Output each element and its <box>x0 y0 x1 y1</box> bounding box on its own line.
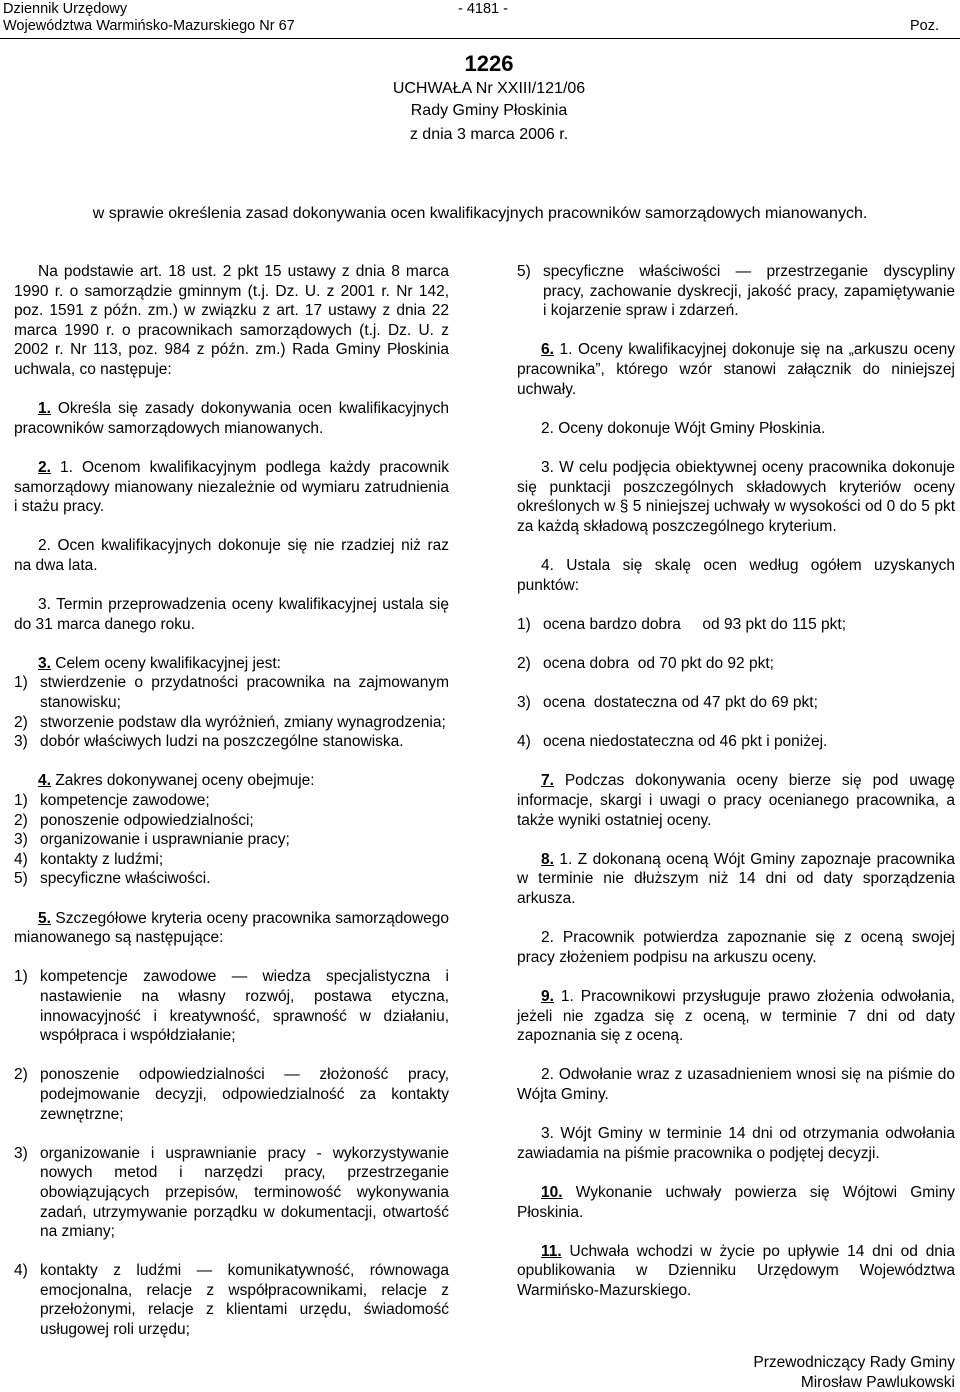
section-mark: 3. <box>38 654 51 672</box>
signature-name: Mirosław Pawlukowski <box>800 1373 955 1391</box>
list-item: 3) organizowanie i usprawnianie pracy - wykorzystywanie nowych metod i narzędzi pracy, przestrzeganie obowiązujących przepisów, terminowość wykonywania zadań, utrzymywanie porządku w dokumentacji, otwartość na zmiany; <box>14 1144 449 1241</box>
paragraph-6-point-4: 4. Ustala się skalę ocen według ogółem uzyskanych punktów: <box>517 556 955 594</box>
paragraph-2-point-2: 2. Ocen kwalifikacyjnych dokonuje się nie rzadziej niż raz na dwa lata. <box>14 537 449 574</box>
paragraph-4 <box>14 771 449 791</box>
paragraph-text: 1. Oceny kwalifikacyjnej dokonuje się na „arkuszu oceny pracownika”, którego wzór stanowi załącznik do niniejszej uchwały. <box>517 341 955 398</box>
section-mark: 11. <box>541 1242 562 1260</box>
act-date: z dnia 3 marca 2006 r. <box>409 126 569 143</box>
act-title: UCHWAŁA Nr XXIII/121/06 <box>392 80 586 97</box>
paragraph-6-point-3: 3. W celu podjęcia obiektywnej oceny pracownika dokonuje się punktacji poszczególnych składowych kryteriów oceny określonych w § 5 niniejszej uchwały w wysokości od 0 do 5 pkt za każdą składową poszczególnego kryterium. <box>517 458 955 535</box>
publication-name: Dziennik Urzędowy <box>3 1 128 17</box>
list-item: 4) kontakty z ludźmi — komunikatywność, równowaga emocjonalna, relacje z współpracownikami, relacje z przełożonymi, relacje z klientami urzędu, świadomość usługowej roli urzędu; <box>14 1262 449 1339</box>
paragraph-text: 1. Ocenom kwalifikacyjnym podlega każdy pracownik samorządowy mianowany niezależnie od wymiaru zatrudnienia i stażu pracy. <box>14 458 449 516</box>
list-item: 2) stworzenie podstaw dla wyróżnień, zmiany wynagrodzenia; <box>14 713 446 731</box>
section-mark: 10. <box>541 1183 563 1201</box>
signature-role: Przewodniczący Rady Gminy <box>753 1354 955 1371</box>
paragraph-2-point-3: 3. Termin przeprowadzenia oceny kwalifikacyjnej ustala się do 31 marca danego roku. <box>14 596 449 633</box>
paragraph-text: Wykonanie uchwały powierza się Wójtowi Gminy Płoskinia. <box>517 1183 955 1221</box>
paragraph-11 <box>517 1242 955 1301</box>
list-item: 4) kontakty z ludźmi; <box>14 850 164 868</box>
paragraph-1 <box>14 399 449 438</box>
act-subject: w sprawie określenia zasad dokonywania ocen kwalifikacyjnych pracowników samorządowych mianowanych. <box>92 205 868 222</box>
list-item: 5) specyficzne właściwości. <box>14 870 211 888</box>
paragraph-10 <box>517 1183 955 1222</box>
paragraph-text: 1. Pracownikowi przysługuje prawo złożenia odwołania, jeżeli nie zgadza się z oceną, w terminie 7 dni od daty zapoznania się z oceną. <box>517 987 955 1045</box>
document-title-block <box>0 50 960 146</box>
paragraph-2 <box>14 458 449 517</box>
paragraph-9-point-3: 3. Wójt Gminy w terminie 14 dni od otrzymania odwołania zawiadamia na piśmie pracownika o podjętej decyzji. <box>517 1125 955 1162</box>
list-item: 2) ponoszenie odpowiedzialności — złożoność pracy, podejmowanie decyzji, odpowiedzialność za kontakty zewnętrzne; <box>14 1066 449 1123</box>
list-item: 5) specyficzne właściwości — przestrzeganie dyscypliny pracy, zachowanie dyskrecji, jakość pracy, zapamiętywanie i kojarzenie spraw i zdarzeń. <box>517 263 955 320</box>
paragraph-text: Uchwała wchodzi w życie po upływie 14 dni od dnia opublikowania w Dzienniku Urzędowym Województwa Warmińsko-Mazurskiego. <box>517 1242 955 1299</box>
section-mark: 4. <box>38 772 51 790</box>
paragraph-8-point-2: 2. Pracownik potwierdza zapoznanie się z oceną swojej pracy złożeniem podpisu na arkuszu oceny. <box>517 929 955 966</box>
list-item: 3) ocena dostateczna od 47 pkt do 69 pkt; <box>517 694 818 712</box>
list-item: 1) kompetencje zawodowe — wiedza specjalistyczna i nastawienie na własny rozwój, postawa etyczna, innowacyjność i kreatywność, sprawność w działaniu, współpraca i współdziałanie; <box>14 968 449 1045</box>
paragraph-5 <box>14 909 449 948</box>
page-header <box>0 0 960 40</box>
publication-region: Województwa Warmińsko-Mazurskiego Nr 67 <box>3 18 295 34</box>
document-number: 1226 <box>464 51 514 76</box>
paragraph-text: 1. Z dokonaną oceną Wójt Gminy zapoznaje pracownika w terminie nie dłuższym niż 14 dni od daty sporządzenia arkusza. <box>517 850 955 907</box>
list-item: 2) ocena dobra od 70 pkt do 92 pkt; <box>517 654 774 672</box>
section-mark: 6. <box>541 341 554 359</box>
paragraph-9-point-2: 2. Odwołanie wraz z uzasadnieniem wnosi się na piśmie do Wójta Gminy. <box>517 1066 955 1103</box>
list-item: 1) ocena bardzo dobra od 93 pkt do 115 pkt; <box>517 615 847 633</box>
paragraph-text: Podczas dokonywania oceny bierze się pod uwagę informacje, skargi i uwagi o pracy ocenianego pracownika, a także wyniki ostatniej oceny. <box>517 772 955 829</box>
paragraph-text: Celem oceny kwalifikacyjnej jest: <box>50 654 281 672</box>
section-mark: 9. <box>541 987 554 1005</box>
list-item: 4) ocena niedostateczna od 46 pkt i poniżej. <box>517 733 828 751</box>
paragraph-text: Określa się zasady dokonywania ocen kwalifikacyjnych pracowników samorządowych mianowanych. <box>14 400 449 437</box>
header-left <box>3 1 295 35</box>
paragraph-9 <box>517 987 955 1046</box>
list-item: 3) organizowanie i usprawnianie pracy; <box>14 831 290 849</box>
paragraph-3 <box>14 654 449 674</box>
paragraph-8 <box>517 850 955 909</box>
section-mark: 8. <box>541 850 554 868</box>
list-item: 1) kompetencje zawodowe; <box>14 792 210 810</box>
list-item: 3) dobór właściwych ludzi na poszczególne stanowiska. <box>14 733 404 751</box>
paragraph-6 <box>517 340 955 399</box>
section-mark: 5. <box>38 909 51 927</box>
position-label: Poz. <box>909 18 939 34</box>
preamble: Na podstawie art. 18 ust. 2 pkt 15 ustawy z dnia 8 marca 1990 r. o samorządzie gminnym (t.j. Dz. U. z 2001 r. Nr 142, poz. 1591 z późn. zm.) w związku z art. 17 ustawy z dnia 22 marca 1990 r. o pracownikach samorządowych (t.j. Dz. U. z 2002 r. Nr 113, poz. 984 z późn. zm.) Rada Gminy Płoskinia uchwala, co następuje: <box>14 263 449 378</box>
signature-block <box>753 1353 955 1392</box>
page-number: - 4181 - <box>458 1 508 17</box>
issuing-body: Rady Gminy Płoskinia <box>410 102 568 119</box>
paragraph-7 <box>517 771 955 830</box>
section-mark: 1. <box>38 400 51 418</box>
paragraph-text: Zakres dokonywanej oceny obejmuje: <box>50 772 315 790</box>
list-item: 1) stwierdzenie o przydatności pracownika na zajmowanym stanowisku; <box>14 674 449 712</box>
left-column <box>14 262 449 1340</box>
section-mark: 7. <box>541 772 554 790</box>
header-divider <box>0 38 960 39</box>
paragraph-text: Szczegółowe kryteria oceny pracownika samorządowego mianowanego są następujące: <box>14 909 449 947</box>
right-column <box>517 262 955 1300</box>
paragraph-6-point-2: 2. Oceny dokonuje Wójt Gminy Płoskinia. <box>541 419 826 437</box>
section-mark: 2. <box>38 458 51 476</box>
list-item: 2) ponoszenie odpowiedzialności; <box>14 811 254 829</box>
